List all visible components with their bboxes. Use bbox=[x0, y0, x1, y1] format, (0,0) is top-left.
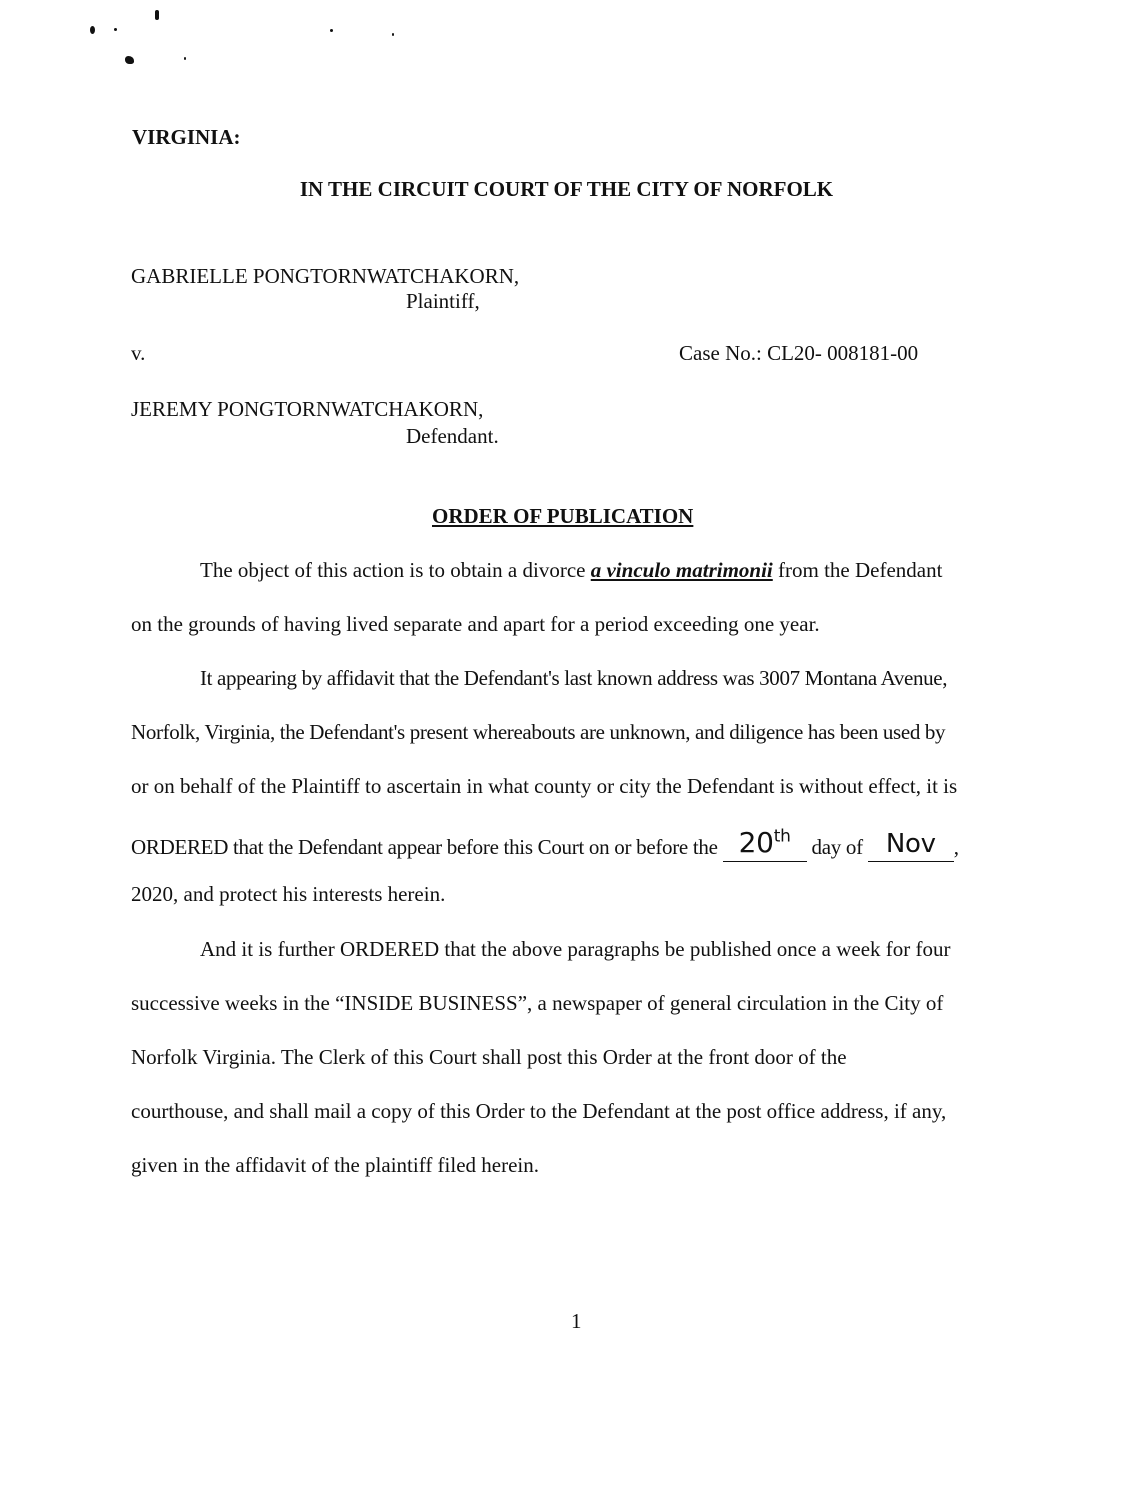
scan-speck bbox=[155, 10, 159, 20]
para2-line1: It appearing by affidavit that the Defendant's last known address was 3007 Montana Avenue, bbox=[200, 666, 948, 690]
para2-line5: 2020, and protect his interests herein. bbox=[131, 882, 446, 906]
para1-line1 bbox=[200, 558, 942, 583]
defendant-role: Defendant. bbox=[406, 424, 499, 448]
para2-line4 bbox=[131, 828, 959, 862]
document-title: ORDER OF PUBLICATION bbox=[432, 504, 694, 528]
scan-speck bbox=[114, 28, 117, 31]
para3-line3: Norfolk Virginia. The Clerk of this Court shall post this Order at the front door of the bbox=[131, 1045, 847, 1069]
order-text-a: ORDERED that the Defendant appear before this Court on or before the bbox=[131, 835, 723, 859]
state-heading: VIRGINIA: bbox=[132, 125, 241, 149]
para3-line4: courthouse, and shall mail a copy of this Order to the Defendant at the post office address, if any, bbox=[131, 1099, 947, 1123]
para3-line5: given in the affidavit of the plaintiff filed herein. bbox=[131, 1153, 540, 1177]
latin-phrase: a vinculo matrimonii bbox=[590, 558, 773, 582]
para3-line2: successive weeks in the “INSIDE BUSINESS”, a newspaper of general circulation in the City of bbox=[131, 991, 944, 1015]
plaintiff-role: Plaintiff, bbox=[406, 289, 480, 313]
plaintiff-name: GABRIELLE PONGTORNWATCHAKORN, bbox=[131, 264, 520, 288]
para2-line2: Norfolk, Virginia, the Defendant's present whereabouts are unknown, and diligence has been used by bbox=[131, 720, 946, 744]
handwritten-day: 20th bbox=[738, 826, 791, 859]
para1-text-b: from the Defendant bbox=[772, 558, 943, 582]
month-blank bbox=[868, 831, 954, 862]
order-text-c: , bbox=[953, 835, 959, 859]
order-text-b: day of bbox=[806, 835, 868, 859]
para2-line3: or on behalf of the Plaintiff to ascertain in what county or city the Defendant is without effect, it is bbox=[131, 774, 958, 798]
court-heading: IN THE CIRCUIT COURT OF THE CITY OF NORFOLK bbox=[299, 177, 834, 201]
versus: v. bbox=[131, 341, 146, 365]
handwritten-month: Nov bbox=[885, 829, 936, 859]
para1-text-a: The object of this action is to obtain a divorce bbox=[200, 558, 591, 582]
day-blank bbox=[723, 828, 807, 862]
scan-speck bbox=[330, 29, 333, 32]
scan-speck bbox=[125, 56, 134, 64]
para1-line2: on the grounds of having lived separate and apart for a period exceeding one year. bbox=[131, 612, 820, 636]
scan-speck bbox=[392, 33, 394, 36]
case-number: Case No.: CL20- 008181-00 bbox=[679, 341, 919, 365]
defendant-name: JEREMY PONGTORNWATCHAKORN, bbox=[131, 397, 484, 421]
scan-speck bbox=[184, 57, 186, 60]
page-number: 1 bbox=[571, 1309, 582, 1333]
scan-speck bbox=[90, 26, 95, 34]
para3-line1: And it is further ORDERED that the above paragraphs be published once a week for four bbox=[200, 937, 951, 961]
